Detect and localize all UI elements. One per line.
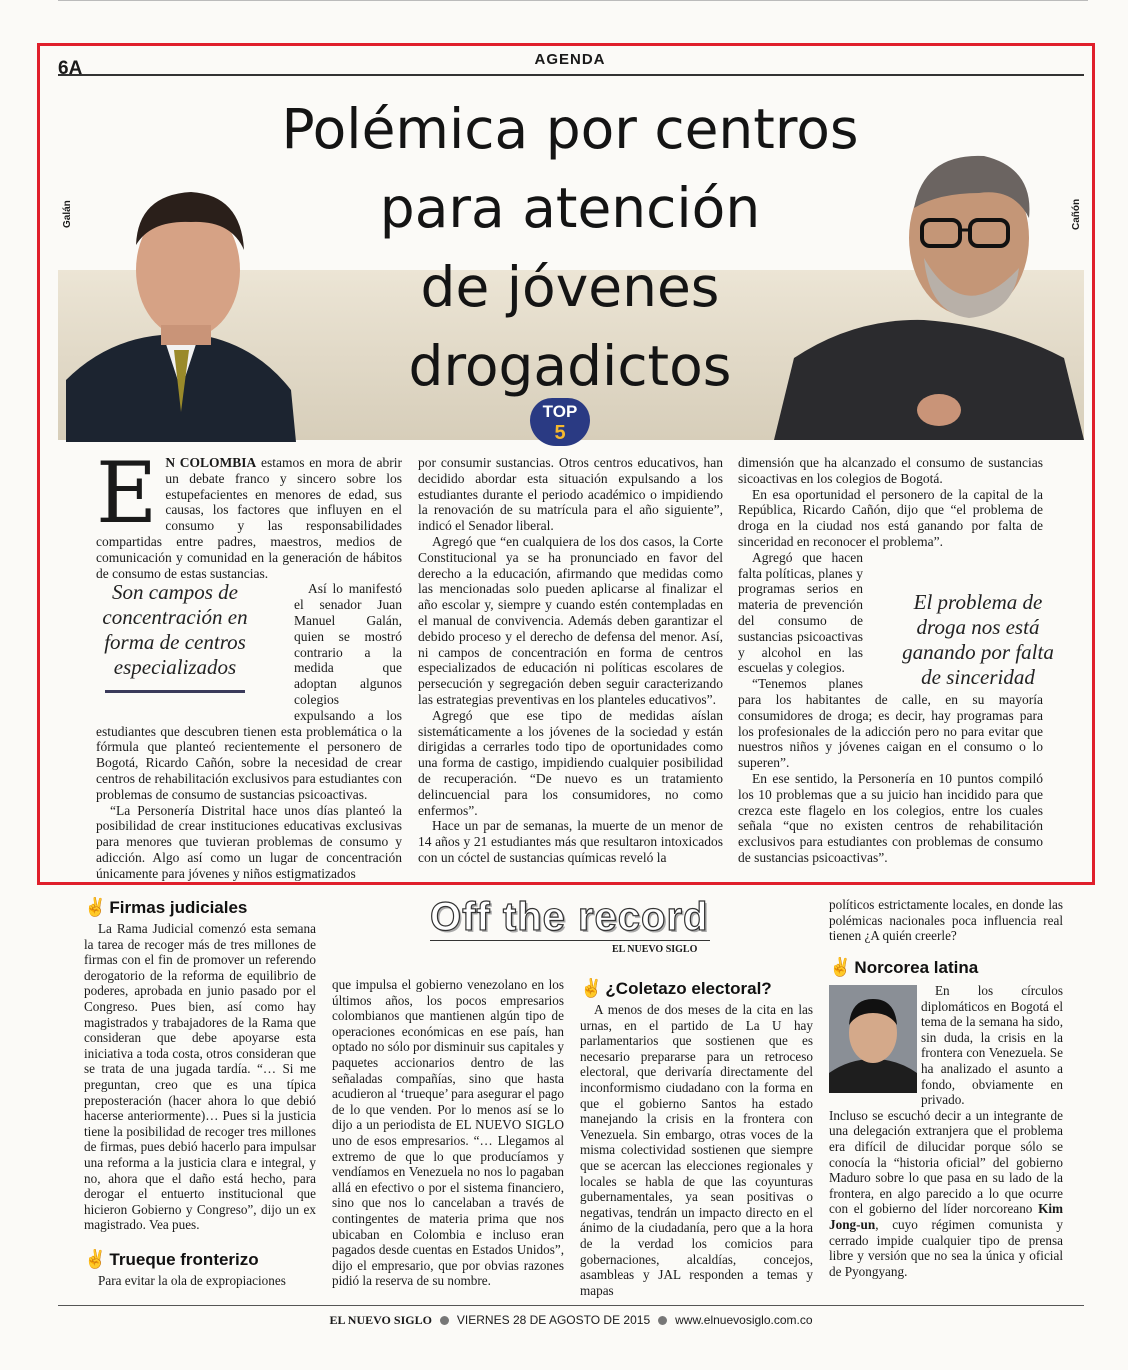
article-paragraph: En ese sentido, la Personería en 10 puntos compiló los 10 problemas que a su juicio han incidido para que crezca este flagelo en los colegios, entre los cuales señala “que no existen centros de rehabilitación exclusivos para estudiantes con problemas de consumo de sustancias psicoactivas”. bbox=[738, 770, 1043, 865]
firmas-body bbox=[84, 921, 316, 1233]
intro-text: estamos en mora de abrir un debate franco y sincero sobre los estupefacientes en menores de edad, sus causas, los factores que influyen en el consumo y las responsabilidades compartidas entre padres, maestros, medios de comunicación y comunidad en la generación de hábitos de consumo de estas sustancias. bbox=[96, 455, 402, 581]
trueque-heading bbox=[84, 1249, 259, 1270]
coletazo-body bbox=[580, 1002, 813, 1298]
article-paragraph: por consumir sustancias. Otros centros educativos, han decidido abordar esta situación expulsando a los estudiantes durante el periodo académico o impidiendo la renovación de su matrícula para el año siguiente”, indicó el Senador liberal. bbox=[418, 455, 723, 534]
article-paragraph: “Tenemos planes para los habitantes de calle, en su mayoría consumidores de droga; es decir, hay programas para los profesionales de la adicción pero no para evitar que nuestros niños y jóvenes caigan en el consumo o lo superen”. bbox=[738, 676, 1043, 771]
article-column-2 bbox=[418, 455, 723, 866]
norcorea-name: Kim Jong-un bbox=[829, 1201, 1063, 1232]
article-paragraph: Hace un par de semanas, la muerte de un menor de 14 años y 21 estudiantes más que resultaron intoxicados con un cóctel de sustancias químicas reveló la bbox=[418, 818, 723, 865]
section-label: AGENDA bbox=[534, 51, 606, 68]
headline-line: drogadictos bbox=[408, 334, 732, 398]
footer-url[interactable]: www.elnuevosiglo.com.co bbox=[675, 1313, 813, 1327]
article-paragraph: Así lo manifestó el senador Juan Manuel Galán, quien se mostró contrario a la medida que adoptan algunos colegios expulsando a los estudiantes que descubren tienen esta problemática o la fórmula que planteó recientemente el personero de Bogotá, Ricardo Cañón, sobre la necesidad de crear centros de rehabilitación exclusivos para estudiantes con problemas de consumo de sustancias psicoactivas. bbox=[96, 581, 402, 802]
drop-cap: E bbox=[96, 444, 158, 542]
trueque-title: Trueque fronterizo bbox=[109, 1250, 259, 1269]
headline-line: para atención bbox=[379, 176, 761, 240]
off-the-record-title: Off the record bbox=[430, 895, 709, 939]
off-the-record-rule bbox=[430, 940, 710, 941]
headline bbox=[230, 90, 910, 406]
firmas-title: Firmas judiciales bbox=[109, 898, 248, 917]
photo-credit-right: Cañón bbox=[1071, 198, 1082, 230]
norcorea-body bbox=[829, 983, 1063, 1279]
badge-number: 5 bbox=[554, 422, 566, 444]
norcorea-text: Incluso se escuchó decir a un integrante de una delegación extranjera que el problema era difícil de dilucidar porque sólo se conocía la “historia oficial” del gobierno Maduro sobre lo que pasa en su lado de la frontera, en algo parecido a lo que ocurre con el gobierno del líder norcoreano bbox=[829, 1107, 1063, 1217]
photo-credit-left: Galán bbox=[62, 200, 73, 228]
header-rule bbox=[58, 74, 1084, 76]
pull-quote-rule bbox=[105, 690, 245, 693]
trueque-continuation bbox=[332, 977, 564, 1289]
firmas-text: La Rama Judicial comenzó esta semana la tarea de recoger más de tres millones de firmas con el fin de promover un referendo derogatorio de la reforma de equilibrio de poderes, aprobada en junio pasado por el Congreso. Pues bien, así como hay magistrados y trabajadores de la Rama que consideran que debe apoyarse esta iniciativa a toda costa, otros consideran que se trata de una jugada tardía. “… Si me preguntan, creo que es una típica preposteración (hacer ahora lo que debió hacerse anteriormente)… Pues si la justicia tiene la posibilidad de recoger tres millones de firmas, pues debió hacerlo para impulsar una reforma a la justicia clara e integral, y no, ahora que el daño está hecho, para derogar el entuerto institucional que hicieron Gobierno y Congreso”, dijo un ex magistrado. Vea pues. bbox=[84, 921, 316, 1233]
coletazo-title: ¿Coletazo electoral? bbox=[605, 979, 772, 998]
norcorea-text: En los círculos diplomáticos en Bogotá el tema de la semana ha sido, sin duda, la crisis en la frontera con Venezuela. Se ha analizado el asunto a fondo, obviamente en privado. bbox=[921, 983, 1063, 1108]
victory-hand-icon: ✌ bbox=[84, 897, 107, 917]
trueque-text: Para evitar la ola de expropiaciones bbox=[98, 1273, 286, 1288]
page-number: 6A bbox=[58, 58, 83, 79]
footer bbox=[58, 1313, 1084, 1328]
pull-quote-left: Son campos de concentración en forma de centros especializados bbox=[102, 580, 248, 679]
firmas-heading bbox=[84, 897, 247, 918]
lead-in: N COLOMBIA bbox=[165, 455, 257, 470]
col4-top-text: políticos estrictamente locales, en donde las polémicas nacionales poca influencia real tienen ¿A quién creerle? bbox=[829, 897, 1063, 944]
article-paragraph: Agregó que ese tipo de medidas aíslan sistemáticamente a los jóvenes de la sociedad y están dirigidas a cerrarles todo tipo de oportunidades como una forma de castigo, impidiendo cualquier posibilidad de recuperación. “De nuevo es un tratamiento delincuencial para los consumidores, no como enfermos”. bbox=[418, 707, 723, 818]
trueque-cont-text: que impulsa el gobierno venezolano en los últimos años, los pocos empresarios colombianos que mantienen algún tipo de operaciones económicas en ese país, han optado no sólo por disminuir sus capitales y paquetes accionarios dentro de las señaladas compañías, sino que hasta acudieron al ‘trueque’ para asegurar el pago de lo que venden. Por lo menos así se lo dijo a un periodista de EL NUEVO SIGLO uno de esos empresarios. “… Llegamos al extremo de que lo que producíamos y vendíamos en Venezuela no nos lo pagaban allá en efectivo o por el sistema financiero, sino que nos lo cancelaban a través de contingentes de materia prima que nos ubicaban en Colombia e incluso eran pagados desde cuentas en Estados Unidos”, dijo el empresario, que por obvias razones pidió la reserva de su nombre. bbox=[332, 977, 564, 1289]
bullet-icon bbox=[658, 1316, 667, 1325]
article-paragraph: “La Personería Distrital hace unos días planteó la posibilidad de crear instituciones educativas exclusivas para menores que tuvieran problemas de consumo y adicción. Algo así como un lugar de concentración únicamente para jóvenes y niños estigmatizados bbox=[96, 802, 402, 881]
norcorea-heading bbox=[829, 957, 978, 978]
norcorea-text: , cuyo régimen comunista y cerrado impide cualquier tipo de prensa libre y versión que no sea la única y oficial de Pyongyang. bbox=[829, 1216, 1063, 1279]
footer-date: VIERNES 28 DE AGOSTO DE 2015 bbox=[456, 1313, 651, 1327]
article-paragraph: Agregó que “en cualquiera de los dos casos, la Corte Constitucional ya se ha pronunciado en favor del derecho a la educación, afirmando que medidas como las mencionadas solo pueden aplicarse al finalizar el año escolar y, siempre y cuando estén contempladas en el manual de convivencia. Además deben garantizar el debido proceso y el derecho de defensa del menor. Así, ni campos de concentración en forma de centros especializados de educación ni políticas escolares de persecución y segregación deben seguir caracterizando las estrategias preventivas en los planteles educativos”. bbox=[418, 533, 723, 707]
coletazo-continuation bbox=[829, 897, 1063, 944]
headline-line: Polémica por centros bbox=[281, 97, 859, 161]
article-paragraph: En esa oportunidad el personero de la capital de la República, Ricardo Cañón, dijo que “el problema de droga en la ciudad nos está ganando por falta de sinceridad en reconocer el problema”. bbox=[738, 486, 1043, 549]
coletazo-heading bbox=[580, 978, 772, 999]
coletazo-text: A menos de dos meses de la cita en las urnas, en el partido de La U hay parlamentarios que sostienen que es necesario prepararse para un retroceso electoral, que derivaría directamente del inconformismo ciudadano con la forma en que el gobierno Santos ha estado manejando la crisis en la frontera con Venezuela. Sin embargo, otras voces de la misma colectividad sostienen que siempre que se acercan las elecciones regionales y locales se habla de que las coyunturas gubernamentales, ya sean positivas o negativas, tendrán un impacto directo en el ánimo de la ciudadanía, pero que a la hora de la verdad los comicios para gobernaciones, alcaldías, concejos, asambleas y JAL responden a temas y mapas bbox=[580, 1002, 813, 1298]
off-the-record-subtitle: EL NUEVO SIGLO bbox=[612, 944, 698, 955]
top5-badge bbox=[530, 398, 590, 446]
article-paragraph: Agregó que hacen falta políticas, planes y programas serios en materia de prevención del consumo de sustancias psicoactivas y alcohol en las escuelas y colegios. bbox=[738, 549, 863, 676]
footer-paper: EL NUEVO SIGLO bbox=[329, 1313, 432, 1327]
victory-hand-icon: ✌ bbox=[829, 957, 852, 977]
badge-top: TOP bbox=[542, 402, 578, 421]
top-rule bbox=[58, 0, 1088, 7]
article-paragraph: dimensión que ha alcanzado el consumo de sustancias sicoactivas en los colegios de Bogotá. bbox=[738, 455, 1043, 486]
headline-line: de jóvenes bbox=[420, 255, 720, 319]
photo-spacer bbox=[829, 983, 921, 1093]
bullet-icon bbox=[440, 1316, 449, 1325]
trueque-body bbox=[84, 1273, 316, 1289]
victory-hand-icon: ✌ bbox=[580, 978, 603, 998]
victory-hand-icon: ✌ bbox=[84, 1249, 107, 1269]
norcorea-title: Norcorea latina bbox=[854, 958, 979, 977]
pull-quote-right: El problema de droga nos está ganando por falta de sinceridad bbox=[902, 590, 1054, 689]
footer-rule bbox=[58, 1305, 1084, 1306]
